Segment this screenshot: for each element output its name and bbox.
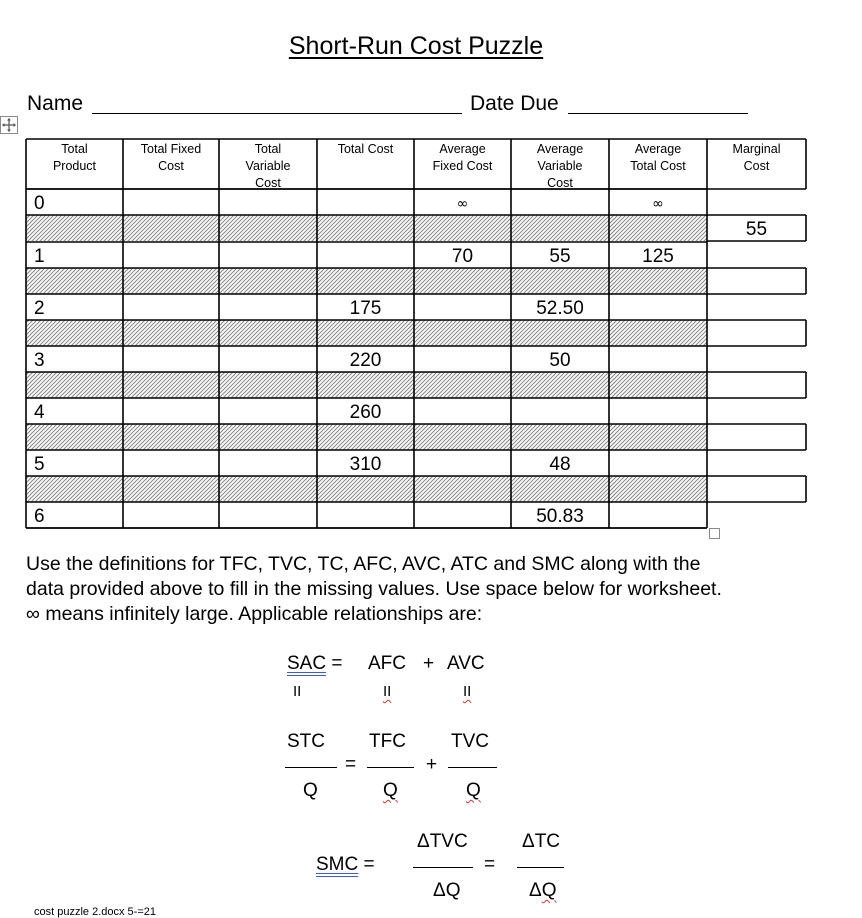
formula-q-denominator: Q [303, 780, 318, 801]
formula-afc-term: AFC [368, 653, 406, 674]
quantity-value: 4 [34, 402, 45, 423]
column-header-text: Cost [255, 176, 281, 190]
column-header-text: Average [634, 142, 682, 156]
table-resize-handle[interactable] [709, 528, 720, 539]
hatched-row [26, 268, 707, 294]
column-header-text: Total Cost [630, 159, 686, 173]
cell-value: 52.50 [536, 298, 584, 319]
vertical-equals-sign: II [293, 683, 302, 700]
cell-value: 220 [349, 350, 382, 371]
formula-stc-numerator: STC [287, 731, 325, 752]
cell-value: 175 [349, 298, 382, 319]
column-header-text: Total [254, 142, 282, 156]
hatched-row [26, 424, 707, 450]
column-header-text: Average [439, 142, 486, 156]
column-header-text: Total Cost [337, 142, 394, 156]
cell-value: 70 [451, 246, 474, 267]
column-header-text: Variable [245, 159, 291, 173]
instruction-line: ∞ means infinitely large. Applicable relationships are: [26, 603, 483, 625]
cell-value: 310 [349, 454, 382, 475]
fraction-bar [413, 867, 473, 868]
column-header-text: Total Fixed [140, 142, 202, 156]
formula-smc-term: SMC = [316, 854, 375, 875]
infinity-symbol: ∞ [456, 196, 469, 212]
formula-equals-sign: = [345, 754, 357, 775]
formula-plus-sign: + [423, 653, 435, 674]
date-due-label: Date Due [470, 92, 559, 115]
formula-dtc-numerator: ΔTC [522, 831, 561, 852]
formula-equals-sign: = [484, 854, 496, 875]
marginal-cost-value: 55 [745, 219, 768, 240]
name-label: Name [27, 92, 84, 115]
document-footer: cost puzzle 2.docx 5-=21 [34, 906, 156, 918]
fraction-bar [285, 767, 337, 768]
formula-sac-term: SAC = [287, 653, 343, 674]
formula-q-denominator: Q [383, 780, 398, 801]
column-header-text: Fixed Cost [432, 159, 493, 173]
instruction-line: Use the definitions for TFC, TVC, TC, AFC, AVC, ATC and SMC along with the [26, 553, 701, 575]
quantity-value: 0 [34, 193, 45, 214]
cell-value: 48 [549, 454, 571, 475]
quantity-value: 1 [34, 246, 45, 267]
cell-value: 55 [549, 246, 571, 267]
quantity-value: 3 [34, 350, 45, 371]
hatched-row [26, 215, 707, 241]
column-header-text: Cost [743, 159, 770, 173]
document-title: Short-Run Cost Puzzle [288, 32, 544, 60]
hatched-row [26, 372, 707, 398]
formula-tfc-numerator: TFC [369, 731, 406, 752]
date-due-blank-line[interactable] [568, 113, 748, 114]
fraction-bar [448, 767, 497, 768]
quantity-value: 2 [34, 298, 45, 319]
column-header-text: Variable [537, 159, 583, 173]
infinity-symbol: ∞ [652, 196, 664, 212]
name-blank-line[interactable] [92, 113, 462, 114]
formula-q-denominator: Q [466, 780, 481, 801]
cell-value: 125 [642, 246, 674, 267]
cell-value: 260 [349, 402, 382, 423]
cell-value: 50 [549, 350, 571, 371]
vertical-equals-sign: II [383, 683, 392, 700]
hatched-row [26, 476, 707, 502]
fraction-bar [517, 867, 564, 868]
formula-dq-denominator: ΔQ [529, 880, 557, 901]
column-header-text: Average [536, 142, 584, 156]
table-move-handle-icon[interactable] [0, 116, 18, 134]
formula-plus-sign: + [426, 754, 438, 775]
formula-dq-denominator: ΔQ [433, 880, 461, 901]
quantity-value: 5 [34, 454, 45, 475]
column-header-text: Cost [547, 176, 573, 190]
quantity-value: 6 [34, 506, 45, 527]
cost-table [26, 139, 806, 526]
column-header-text: Total [61, 142, 88, 156]
column-header-text: Product [52, 159, 97, 173]
vertical-equals-sign: II [463, 683, 472, 700]
instructions [26, 552, 826, 627]
formula-avc-term: AVC [447, 653, 485, 674]
hatched-row [26, 320, 707, 346]
formula-dtvc-numerator: ΔTVC [417, 831, 468, 852]
formula-tvc-numerator: TVC [451, 731, 489, 752]
cell-value: 50.83 [536, 506, 584, 527]
fraction-bar [367, 767, 414, 768]
column-header-text: Cost [158, 159, 184, 173]
instruction-line: data provided above to fill in the missing values. Use space below for worksheet. [26, 578, 722, 600]
column-header-text: Marginal [732, 142, 781, 156]
